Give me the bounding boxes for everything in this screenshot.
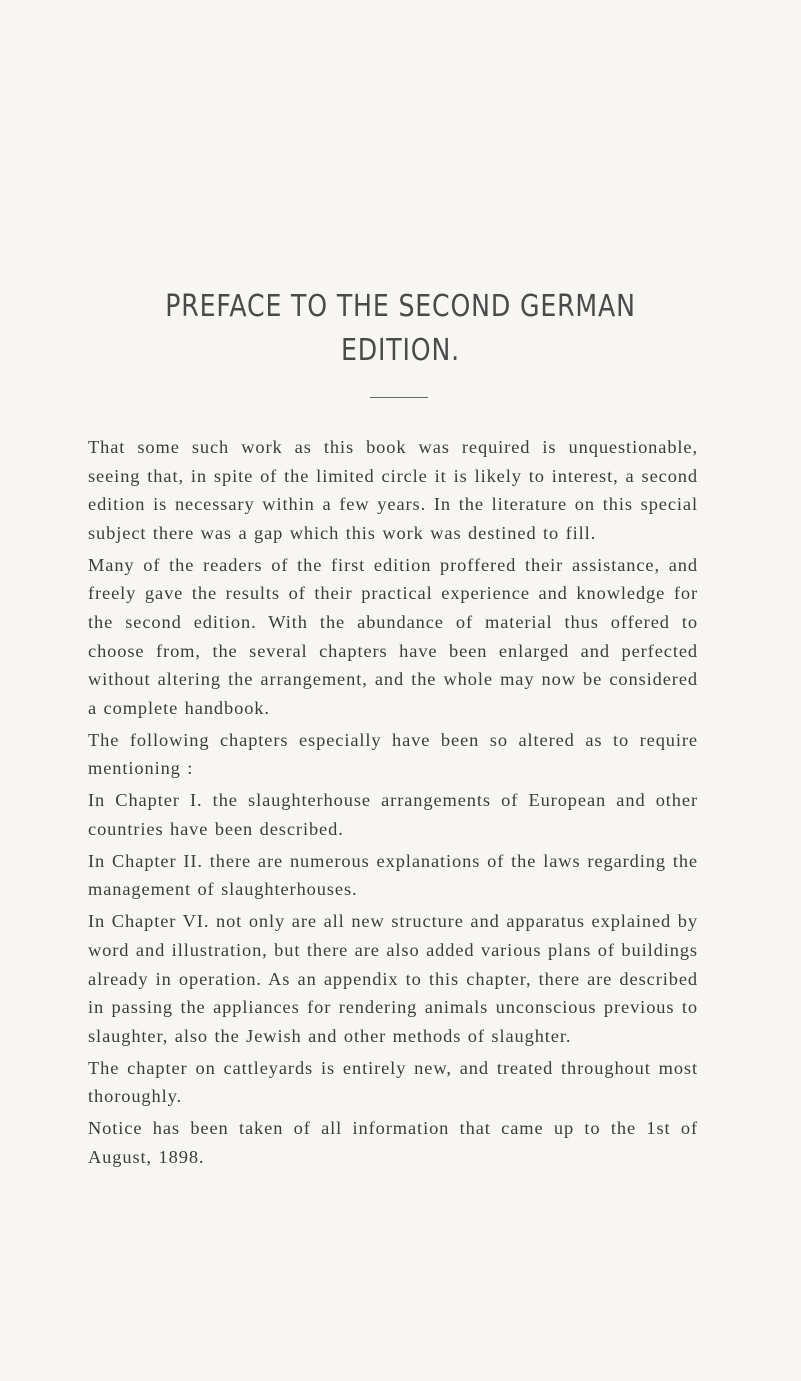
paragraph-7: The chapter on cattleyards is entirely new, and treated throughout most thoroughly. [88,1057,698,1107]
preface-title-line-2: EDITION. [340,333,460,368]
paragraph-8: Notice has been taken of all information that came up to the 1st of August, 1898. [88,1118,698,1167]
paragraph-5: In Chapter II. there are numerous explanations of the laws regarding the management of slaughterhouses. [88,850,698,900]
paragraph-4: In Chapter I. the slaughterhouse arrangements of European and other countries have been described. [88,790,698,839]
preface-title [114,289,686,368]
paragraph-3: The following chapters especially have been so altered as to require mentioning : [88,729,698,779]
paragraph-1: That some such work as this book was required is unquestionable, seeing that, in spite of the limited circle it is likely to interest, a second edition is necessary within a few years. In the literature on this special subject there was a gap which this work was destined to fill. [88,437,698,543]
preface-title-line-1: PREFACE TO THE SECOND GERMAN [165,289,636,324]
paragraph-6: In Chapter VI. not only are all new structure and apparatus explained by word and illustration, but there are also added various plans of buildings already in operation. As an appendix to this chapter, there are described in passing the appliances for rendering animals unconscious previous to slaughter, also the Jewish and other methods of slaughter. [88,911,698,1046]
preface-body [88,433,698,1172]
paragraph-2: Many of the readers of the first edition proffered their assistance, and freely gave the results of their practical experience and knowledge for the second edition. With the abundance of material thus offered to choose from, the several chapters have been enlarged and perfected without altering the arrangement, and the whole may now be considered a complete handbook. [88,554,698,718]
title-divider [370,397,428,398]
